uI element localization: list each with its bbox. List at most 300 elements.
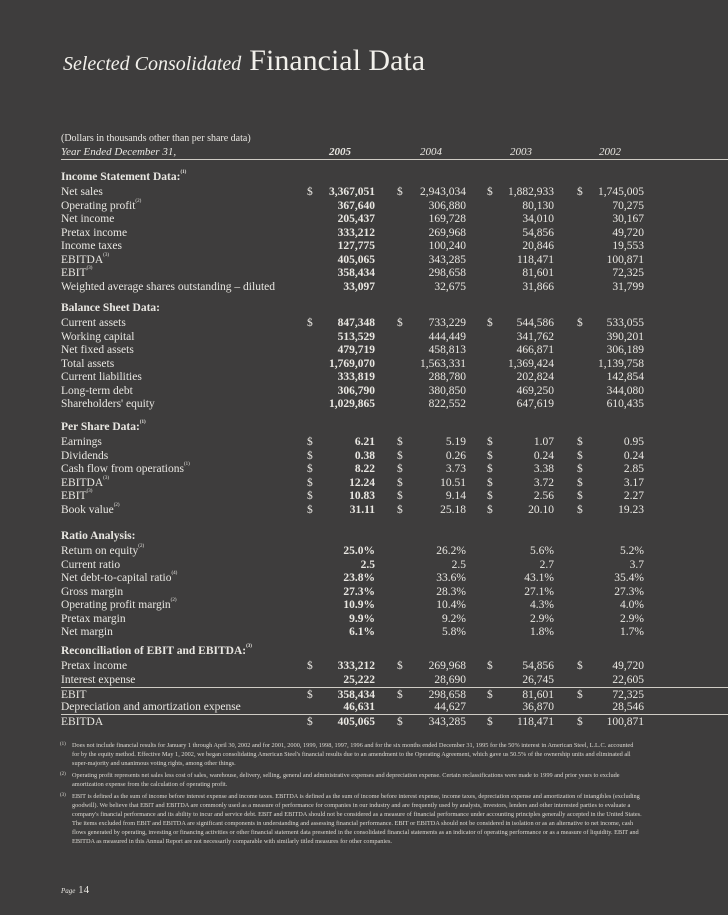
cell-value-2004: 10.4% <box>436 599 466 611</box>
row-label-text: Book value <box>61 503 114 516</box>
cell-value-2005: 127,775 <box>337 240 375 252</box>
title-italic: Selected Consolidated <box>63 53 242 75</box>
currency-symbol: $ <box>487 186 493 198</box>
cell-value-2002: 72,325 <box>612 267 644 279</box>
footnote-ref: (2) <box>135 198 142 204</box>
table-row <box>61 436 728 449</box>
cell-value-2005: 12.24 <box>349 476 375 489</box>
row-label-text: Working capital <box>61 330 135 343</box>
cell-value-2002: 35.4% <box>614 572 644 584</box>
cell-value-2002: 0.24 <box>623 449 644 462</box>
currency-symbol: $ <box>307 689 313 701</box>
row-label <box>61 371 142 383</box>
currency-symbol: $ <box>307 449 313 462</box>
cell-value-2002: 2.9% <box>620 612 644 625</box>
table-row <box>61 213 728 226</box>
currency-symbol: $ <box>577 490 583 502</box>
row-label-text: EBIT <box>61 689 87 701</box>
footnote-text: Operating profit represents net sales less cost of sales, warehouse, delivery, selling, general and administrative expenses and depreciation expense. Certain reclassifications were made to 1999 and prior years to exclude amortization expense from the calculation of operating profit. <box>72 772 620 788</box>
footnote-text: EBIT is defined as the sum of income before interest expense and income taxes. EBITDA is defined as the sum of income before interest expense, income taxes, depreciation expense and amortization of intangibles (excluding goodwill). We believe that EBIT and EBITDA are commonly used as a measure of performance for companies in our industry and are frequently used by analysts, investors, lenders and other interested parties to evaluate a company's financial performance and its ability to incur and service debt. EBIT and EBITDA should not be considered as a measure of financial performance under accounting principles generally accepted in the United States. The items excluded from EBIT and EBITDA are significant components in understanding and assessing financial performance. EBIT or EBITDA should not be considered in isolation or as an alternative to net income, cash flows generated by operating, investing or financing activities or other financial statement data presented in the consolidated financial statements as an indicator of operating performance or as a measure of liquidity. EBIT and EBITDA as measured in this Annual Report are not necessarily comparable with similarly titled measures for other companies. <box>72 793 642 845</box>
cell-value-2005: 367,640 <box>337 199 375 212</box>
cell-value-2002: 2.27 <box>623 490 644 502</box>
section-title <box>61 645 252 657</box>
cell-value-2004: 269,968 <box>428 226 466 239</box>
cell-value-2004: 444,449 <box>428 330 466 343</box>
currency-symbol: $ <box>397 490 403 502</box>
cell-value-2002: 0.95 <box>623 436 644 448</box>
row-label-text: Weighted average shares outstanding – diluted <box>61 280 275 293</box>
page-label: Page <box>61 887 76 895</box>
table-row <box>61 317 728 330</box>
cell-value-2003: 2.9% <box>530 612 554 625</box>
row-label <box>61 626 113 638</box>
table-row <box>61 385 728 398</box>
cell-value-2002: 100,871 <box>606 253 644 266</box>
row-label <box>61 477 109 489</box>
row-label-text: EBITDA <box>61 253 104 266</box>
row-label <box>61 227 127 239</box>
row-label <box>61 240 122 252</box>
row-label-text: Pretax income <box>61 226 128 239</box>
cell-value-2002: 27.3% <box>614 585 644 598</box>
cell-value-2003: 54,856 <box>522 226 554 239</box>
cell-value-2004: 3.73 <box>445 463 466 475</box>
row-label <box>61 331 134 343</box>
row-label <box>61 385 133 397</box>
table-row <box>61 613 728 626</box>
row-label <box>61 463 190 475</box>
footnote-ref: (3) <box>86 266 93 271</box>
table-row <box>61 331 728 344</box>
title-main: Financial Data <box>249 44 426 77</box>
year-ended-label: Year Ended December 31, <box>61 146 177 158</box>
cell-value-2002: 72,325 <box>612 689 644 701</box>
row-label <box>61 398 155 410</box>
currency-symbol: $ <box>487 436 493 448</box>
cell-value-2002: 5.2% <box>620 545 644 557</box>
cell-value-2002: 100,871 <box>606 716 644 728</box>
cell-value-2004: 44,627 <box>434 700 466 713</box>
cell-value-2004: 298,658 <box>428 267 466 279</box>
cell-value-2005: 2.5 <box>360 558 375 571</box>
footnote-ref: (2) <box>170 598 177 603</box>
cell-value-2004: 10.51 <box>440 476 466 489</box>
cell-value-2005: 23.8% <box>343 572 375 584</box>
currency-symbol: $ <box>307 317 313 329</box>
row-label <box>61 450 108 462</box>
cell-value-2002: 306,189 <box>606 344 644 356</box>
row-label-text: Pretax income <box>61 660 128 672</box>
table-row <box>61 186 728 199</box>
footnote <box>60 741 642 768</box>
footnote-ref: (1) <box>183 462 190 467</box>
cell-value-2004: 306,880 <box>428 199 466 212</box>
cell-value-2002: 49,720 <box>612 660 644 672</box>
cell-value-2002: 19,553 <box>612 240 644 252</box>
table-row <box>61 450 728 463</box>
cell-value-2002: 70,275 <box>612 199 644 212</box>
cell-value-2005: 405,065 <box>337 253 375 266</box>
cell-value-2004: 2,943,034 <box>420 186 466 198</box>
currency-symbol: $ <box>307 490 313 502</box>
cell-value-2003: 81,601 <box>522 267 554 279</box>
cell-value-2003: 26,745 <box>522 673 554 686</box>
cell-value-2005: 847,348 <box>337 317 375 329</box>
cell-value-2003: 0.24 <box>533 449 554 462</box>
table-row <box>61 398 728 411</box>
section-title-text: Per Share Data: <box>61 421 140 433</box>
cell-value-2002: 1,745,005 <box>598 186 644 198</box>
section-title <box>61 530 135 542</box>
page-number <box>61 884 89 896</box>
row-label <box>61 254 109 266</box>
footnote-ref: (2) <box>138 544 145 549</box>
row-label-text: Cash flow from operations <box>61 463 184 475</box>
row-label-text: Net margin <box>61 626 113 638</box>
cell-value-2003: 81,601 <box>522 689 554 701</box>
footnote-mark: (1) <box>60 742 66 747</box>
section-title-text: Income Statement Data: <box>61 171 181 183</box>
cell-value-2005: 1,769,070 <box>329 357 375 370</box>
row-label <box>61 267 92 279</box>
footnote-ref: (3) <box>246 644 252 649</box>
cell-value-2005: 1,029,865 <box>329 398 375 410</box>
cell-value-2002: 2.85 <box>623 463 644 475</box>
cell-value-2005: 10.83 <box>349 490 375 502</box>
currency-symbol: $ <box>577 317 583 329</box>
cell-value-2003: 34,010 <box>522 213 554 225</box>
cell-value-2003: 27.1% <box>524 585 554 598</box>
currency-symbol: $ <box>307 716 313 728</box>
currency-symbol: $ <box>577 463 583 475</box>
cell-value-2002: 22,605 <box>612 673 644 686</box>
table-row <box>61 687 728 701</box>
cell-value-2004: 298,658 <box>428 689 466 701</box>
cell-value-2002: 142,854 <box>606 371 644 383</box>
row-label-text: Income taxes <box>61 240 122 252</box>
cell-value-2003: 31,866 <box>522 280 554 293</box>
table-row <box>61 358 728 371</box>
row-label <box>61 716 103 728</box>
table-row <box>61 545 728 558</box>
year-2004: 2004 <box>420 146 442 158</box>
cell-value-2002: 49,720 <box>612 226 644 239</box>
row-label-text: Return on equity <box>61 545 139 557</box>
cell-value-2003: 5.6% <box>530 545 554 557</box>
row-label-text: Depreciation and amortization expense <box>61 700 241 713</box>
cell-value-2005: 25,222 <box>343 673 375 686</box>
cell-value-2004: 28,690 <box>434 673 466 686</box>
currency-symbol: $ <box>487 317 493 329</box>
row-label-text: Interest expense <box>61 673 136 686</box>
cell-value-2005: 358,434 <box>337 267 375 279</box>
row-label <box>61 674 135 686</box>
currency-symbol: $ <box>397 436 403 448</box>
footnote-mark: (3) <box>60 793 66 798</box>
cell-value-2004: 2.5 <box>451 558 466 571</box>
table-row <box>61 477 728 490</box>
cell-value-2004: 343,285 <box>428 253 466 266</box>
cell-value-2005: 405,065 <box>337 716 375 728</box>
year-2005: 2005 <box>329 146 351 158</box>
cell-value-2005: 31.11 <box>349 503 375 516</box>
footnote-ref: (3) <box>86 489 93 494</box>
cell-value-2004: 9.14 <box>445 490 466 502</box>
table-row <box>61 674 728 687</box>
row-label-text: Dividends <box>61 449 109 462</box>
cell-value-2002: 344,080 <box>606 384 644 397</box>
row-label <box>61 344 134 356</box>
cell-value-2002: 1.7% <box>620 626 644 638</box>
cell-value-2005: 9.9% <box>349 612 375 625</box>
cell-value-2002: 19.23 <box>618 503 644 516</box>
footnote-ref: (3) <box>103 252 110 258</box>
row-label <box>61 545 144 557</box>
cell-value-2003: 3.72 <box>533 476 554 489</box>
currency-symbol: $ <box>577 660 583 672</box>
cell-value-2004: 100,240 <box>428 240 466 252</box>
cell-value-2003: 3.38 <box>533 463 554 475</box>
row-label-text: Pretax margin <box>61 612 126 625</box>
cell-value-2003: 1.8% <box>530 626 554 638</box>
cell-value-2003: 2.7 <box>539 558 554 571</box>
currency-symbol: $ <box>307 476 313 489</box>
table-row <box>61 714 728 728</box>
row-label-text: Shareholders' equity <box>61 398 155 410</box>
cell-value-2003: 341,762 <box>516 330 554 343</box>
table-row <box>61 200 728 213</box>
row-label <box>61 572 177 584</box>
cell-value-2005: 8.22 <box>354 463 375 475</box>
row-label-text: Earnings <box>61 436 102 448</box>
year-2003: 2003 <box>510 146 532 158</box>
cell-value-2003: 466,871 <box>516 344 554 356</box>
cell-value-2005: 25.0% <box>343 545 375 557</box>
table-row <box>61 463 728 476</box>
cell-value-2003: 20.10 <box>528 503 554 516</box>
cell-value-2004: 28.3% <box>436 585 466 598</box>
currency-symbol: $ <box>577 503 583 516</box>
cell-value-2004: 26.2% <box>436 545 466 557</box>
table-row <box>61 267 728 280</box>
currency-symbol: $ <box>577 436 583 448</box>
currency-symbol: $ <box>307 436 313 448</box>
row-label <box>61 358 114 370</box>
row-label-text: Net fixed assets <box>61 344 134 356</box>
row-label <box>61 504 120 516</box>
cell-value-2004: 458,813 <box>428 344 466 356</box>
cell-value-2004: 269,968 <box>428 660 466 672</box>
row-label <box>61 599 177 611</box>
currency-symbol: $ <box>397 449 403 462</box>
cell-value-2004: 1,563,331 <box>420 357 466 370</box>
cell-value-2004: 9.2% <box>442 612 466 625</box>
table-row <box>61 227 728 240</box>
cell-value-2003: 469,250 <box>516 384 554 397</box>
row-label <box>61 200 141 212</box>
row-label <box>61 689 87 701</box>
cell-value-2004: 32,675 <box>434 280 466 293</box>
cell-value-2005: 479,719 <box>337 344 375 356</box>
currency-symbol: $ <box>397 660 403 672</box>
section-title <box>61 302 160 314</box>
currency-symbol: $ <box>487 716 493 728</box>
cell-value-2003: 1,882,933 <box>508 186 554 198</box>
table-row <box>61 660 728 673</box>
currency-symbol: $ <box>397 317 403 329</box>
cell-value-2002: 533,055 <box>606 317 644 329</box>
table-row <box>61 490 728 503</box>
row-label-text: EBIT <box>61 267 87 279</box>
cell-value-2005: 513,529 <box>337 330 375 343</box>
row-label-text: Total assets <box>61 357 115 370</box>
cell-value-2003: 544,586 <box>516 317 554 329</box>
cell-value-2005: 205,437 <box>337 213 375 225</box>
cell-value-2005: 33,097 <box>343 280 375 293</box>
currency-symbol: $ <box>397 503 403 516</box>
table-header <box>61 145 728 160</box>
cell-value-2004: 288,780 <box>428 371 466 383</box>
section-title <box>61 421 146 433</box>
table-row <box>61 504 728 517</box>
currency-symbol: $ <box>577 186 583 198</box>
currency-symbol: $ <box>577 476 583 489</box>
cell-value-2004: 33.6% <box>436 572 466 584</box>
row-label-text: Net sales <box>61 186 103 198</box>
section-title-text: Ratio Analysis: <box>61 530 136 542</box>
cell-value-2002: 390,201 <box>606 330 644 343</box>
footnote <box>60 792 642 846</box>
cell-value-2003: 43.1% <box>524 572 554 584</box>
row-label <box>61 586 123 598</box>
currency-symbol: $ <box>487 490 493 502</box>
cell-value-2003: 4.3% <box>530 599 554 611</box>
footnote-ref: (1) <box>180 170 187 175</box>
cell-value-2002: 28,546 <box>612 700 644 713</box>
cell-value-2003: 647,619 <box>516 398 554 410</box>
row-label-text: Net debt-to-capital ratio <box>61 572 172 584</box>
cell-value-2005: 10.9% <box>343 599 375 611</box>
table-row <box>61 586 728 599</box>
cell-value-2004: 5.8% <box>442 626 466 638</box>
cell-value-2005: 6.21 <box>354 436 375 448</box>
cell-value-2004: 733,229 <box>428 317 466 329</box>
cell-value-2003: 20,846 <box>522 240 554 252</box>
cell-value-2002: 1,139,758 <box>598 357 644 370</box>
units-note: (Dollars in thousands other than per share data) <box>61 133 251 144</box>
cell-value-2002: 31,799 <box>612 280 644 293</box>
cell-value-2002: 3.7 <box>629 558 644 571</box>
section-title-text: Balance Sheet Data: <box>61 302 161 314</box>
cell-value-2005: 333,212 <box>337 226 375 239</box>
table-row <box>61 626 728 639</box>
footnote-text: Does not include financial results for January 1 through April 30, 2002 and for 2001, 2000, 1999, 1998, 1997, 1996 and for the six months ended December 31, 1995 for the 50% interest in American Steel, L.L.C. accounted for by the equity method. Effective May 1, 2002, we began consolidating American Steel's financial results due to an amendment to the Operating Agreement, which gave us 50.5% of the ownership units and eliminated all super-majority and unanimous voting rights, among other things. <box>72 742 634 767</box>
footnote-mark: (2) <box>60 772 66 777</box>
currency-symbol: $ <box>307 463 313 475</box>
row-label <box>61 186 103 198</box>
table-row <box>61 572 728 585</box>
footnote-ref: (2) <box>113 502 120 508</box>
currency-symbol: $ <box>577 449 583 462</box>
cell-value-2004: 169,728 <box>428 213 466 225</box>
row-label-text: Operating profit <box>61 199 136 212</box>
cell-value-2005: 306,790 <box>337 384 375 397</box>
row-label-text: Current ratio <box>61 558 121 571</box>
footnote <box>60 771 642 789</box>
currency-symbol: $ <box>577 716 583 728</box>
row-label-text: Current liabilities <box>61 371 142 383</box>
row-label-text: Current assets <box>61 317 126 329</box>
cell-value-2004: 343,285 <box>428 716 466 728</box>
cell-value-2003: 1,369,424 <box>508 357 554 370</box>
row-label-text: EBITDA <box>61 716 104 728</box>
section-title-text: Reconciliation of EBIT and EBITDA: <box>61 645 247 657</box>
currency-symbol: $ <box>487 503 493 516</box>
table-row <box>61 281 728 294</box>
cell-value-2004: 822,552 <box>428 398 466 410</box>
cell-value-2003: 2.56 <box>533 490 554 502</box>
cell-value-2005: 0.38 <box>354 449 375 462</box>
cell-value-2002: 30,167 <box>612 213 644 225</box>
currency-symbol: $ <box>307 503 313 516</box>
currency-symbol: $ <box>397 476 403 489</box>
table-row <box>61 240 728 253</box>
footnote-ref: (3) <box>103 475 110 481</box>
footnote-ref: (1) <box>139 420 146 425</box>
currency-symbol: $ <box>487 689 493 701</box>
cell-value-2003: 1.07 <box>533 436 554 448</box>
cell-value-2003: 54,856 <box>522 660 554 672</box>
row-label <box>61 490 92 502</box>
cell-value-2003: 202,824 <box>516 371 554 383</box>
cell-value-2005: 27.3% <box>343 585 375 598</box>
table-row <box>61 344 728 357</box>
currency-symbol: $ <box>307 186 313 198</box>
cell-value-2003: 118,471 <box>517 253 554 266</box>
section-title <box>61 171 186 183</box>
row-label <box>61 559 120 571</box>
table-row <box>61 254 728 267</box>
table-row <box>61 701 728 714</box>
cell-value-2005: 333,212 <box>337 660 375 672</box>
currency-symbol: $ <box>397 463 403 475</box>
footnote-ref: (4) <box>171 571 178 576</box>
row-label-text: Net income <box>61 213 115 225</box>
row-label <box>61 436 102 448</box>
cell-value-2002: 3.17 <box>623 476 644 489</box>
row-label-text: Gross margin <box>61 585 124 598</box>
currency-symbol: $ <box>577 689 583 701</box>
row-label-text: EBITDA <box>61 476 104 489</box>
cell-value-2005: 333,819 <box>337 371 375 383</box>
table-row <box>61 371 728 384</box>
cell-value-2002: 4.0% <box>620 599 644 611</box>
table-row <box>61 559 728 572</box>
row-label <box>61 701 241 713</box>
row-label <box>61 281 275 293</box>
currency-symbol: $ <box>487 449 493 462</box>
cell-value-2003: 36,870 <box>522 700 554 713</box>
cell-value-2004: 5.19 <box>445 436 466 448</box>
row-label <box>61 613 126 625</box>
currency-symbol: $ <box>487 476 493 489</box>
table-row <box>61 599 728 612</box>
currency-symbol: $ <box>487 660 493 672</box>
currency-symbol: $ <box>487 463 493 475</box>
page-title <box>63 44 425 78</box>
currency-symbol: $ <box>397 186 403 198</box>
cell-value-2005: 3,367,051 <box>329 186 375 198</box>
